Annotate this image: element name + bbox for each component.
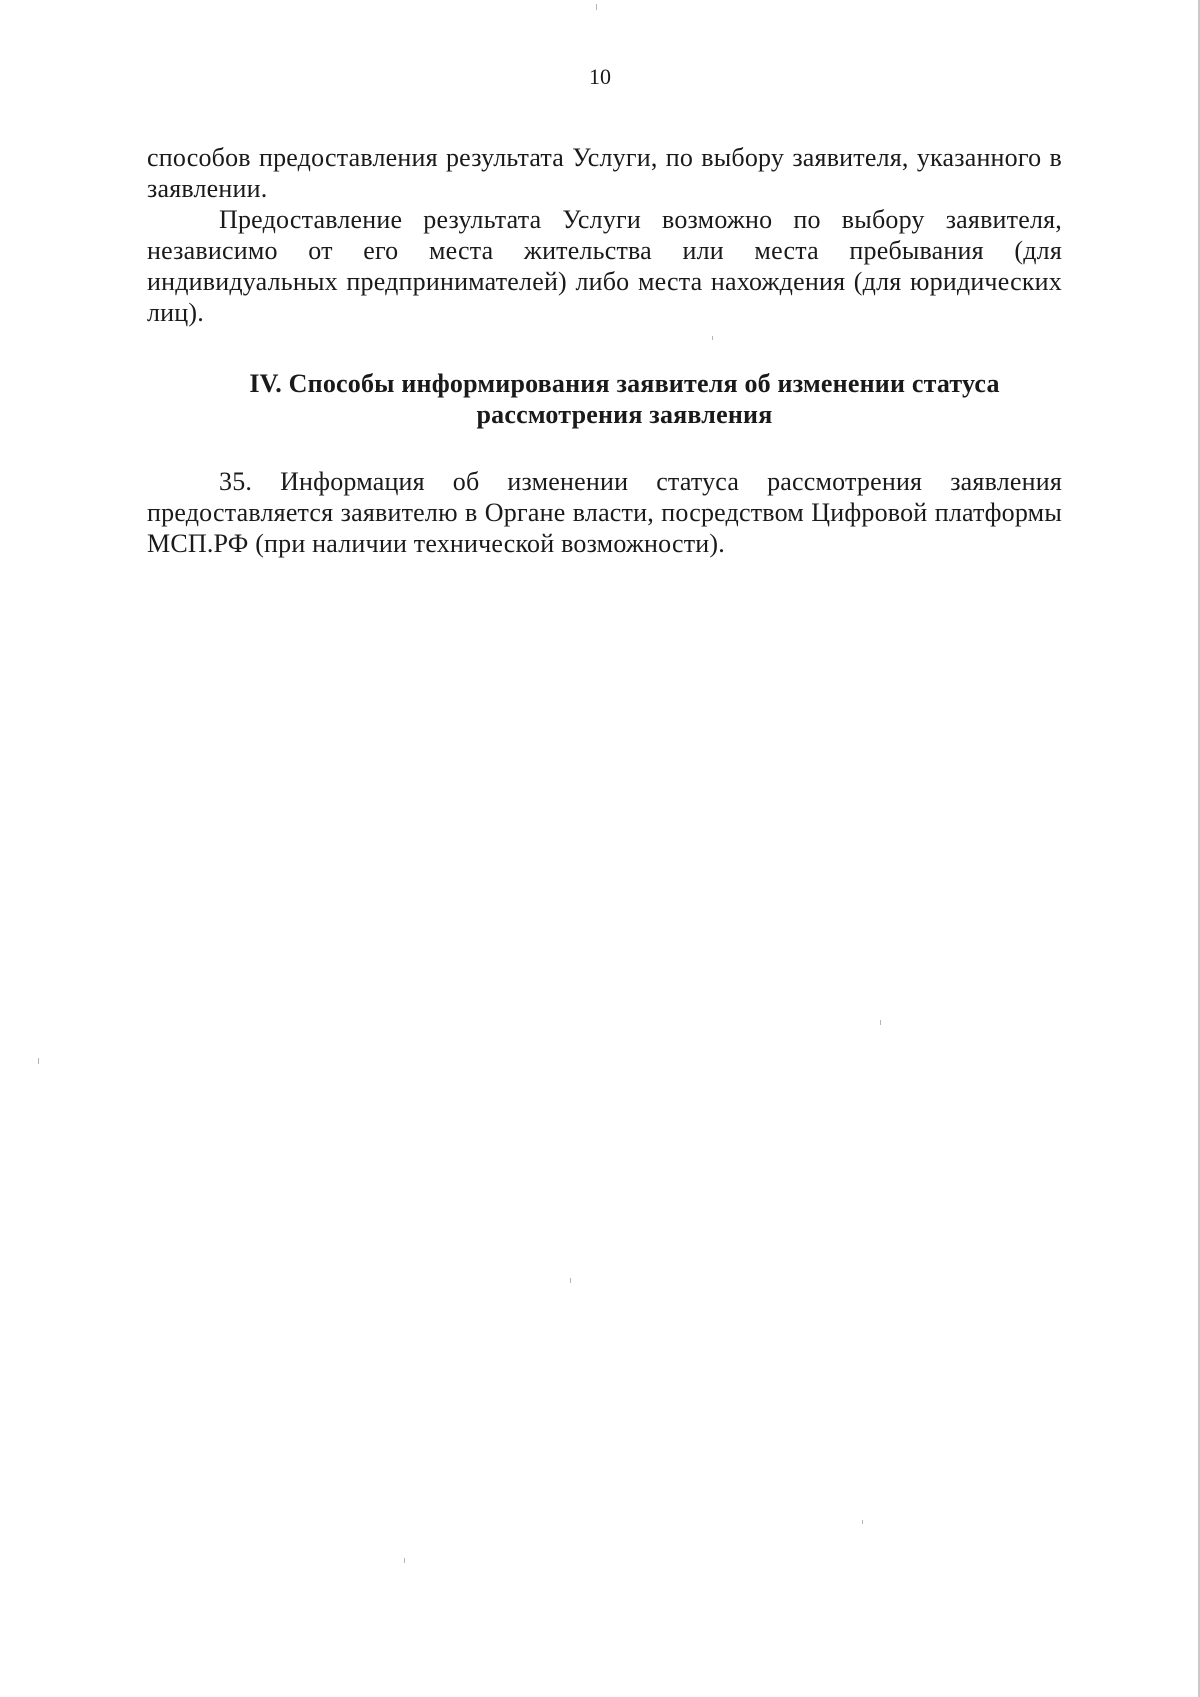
scan-speck [38,1058,39,1064]
paragraph-result-delivery: Предоставление результата Услуги возможно по выбору заявителя, независимо от его места жительства или места пребывания (для индивидуальных предпринимателей) либо места нахождения (для юридических лиц). [147,205,1062,327]
scan-speck [404,1558,405,1563]
page-number: 10 [589,64,611,89]
paragraph-continuation: способов предоставления результата Услуги, по выбору заявителя, указанного в заявлении. [147,143,1062,203]
section-heading-line-1: IV. Способы информирования заявителя об изменении статуса [249,369,1000,398]
scan-speck [862,1520,863,1524]
scan-speck [596,4,597,10]
scan-speck [880,1020,881,1025]
section-heading [147,368,1062,430]
paragraph-35: 35. Информация об изменении статуса рассмотрения заявления предоставляется заявителю в Органе власти, посредством Цифровой платформы МСП.РФ (при наличии технической возможности). [147,467,1062,558]
section-heading-line-2: рассмотрения заявления [476,400,773,429]
scan-speck [570,1278,571,1283]
scan-speck [712,336,713,340]
document-body [147,142,1062,559]
